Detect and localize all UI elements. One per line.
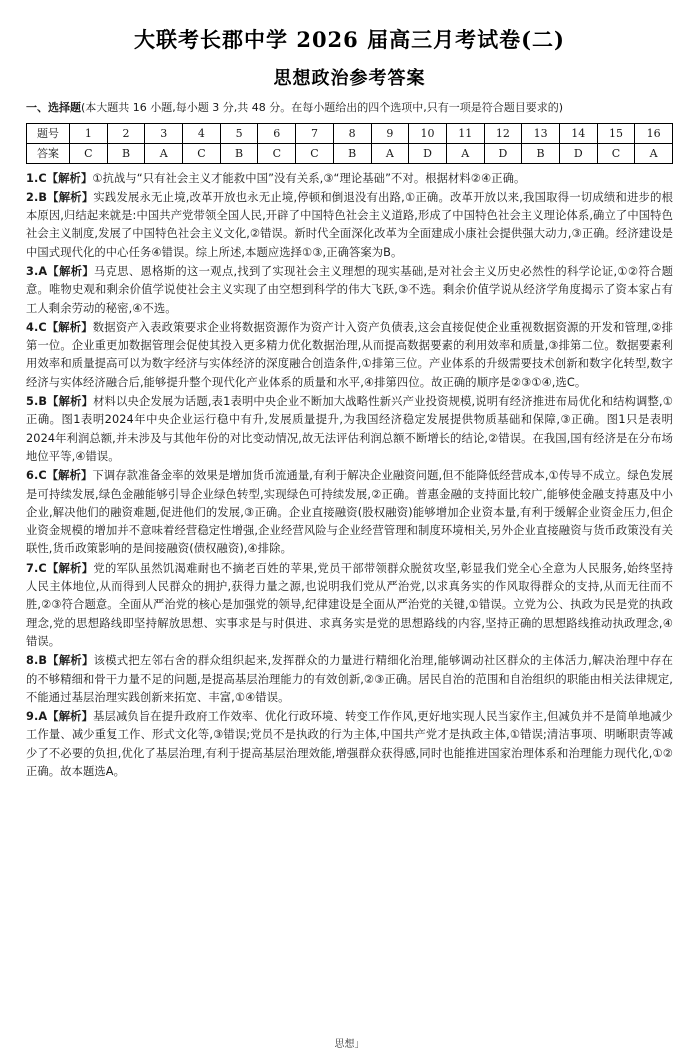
question-number-cell: 12 [484,123,522,143]
answer-cell: B [107,143,145,163]
explanation-item [26,319,673,392]
page-footer: 思想」 [334,1039,365,1050]
question-number-cell: 15 [597,123,635,143]
answer-cell: D [409,143,447,163]
explanation-text: 马克思、恩格斯的这一观点,找到了实现社会主义理想的现实基础,是对社会主义历史必然性的科学论证,①②符合题意。唯物史观和剩余价值学说使社会主义实现了由空想到科学的伟大飞跃,③不选。剩余价值学说从经济学角度揭示了资本家占有工人剩余劳动的秘密,④不选。 [26,264,673,315]
explanation-number: 1.C [26,171,47,185]
section-heading [26,100,673,117]
explanation-item [26,467,673,558]
answer-cell: C [70,143,108,163]
explanation-number: 8.B [26,654,48,668]
answer-cell: C [597,143,635,163]
answer-cell: A [371,143,409,163]
answer-cell: D [559,143,597,163]
table-row-numbers [27,123,673,143]
explanation-item [26,189,673,262]
explanation-number: 5.B [26,395,48,409]
explanation-text: 数据资产入表政策要求企业将数据资源作为资产计入资产负债表,这会直接促使企业重视数据资源的开发和管理,②排第一位。企业重更加数据管理会促使其投入更多精力优化数据治理,从而提高数据要素的利用效率和质量,③排第二位。数据要素利用效率和质量提高可以为数字经济与实体经济的深度融合创造条件,①排第三位。产业体系的升级需要技术创新和数字化转型,数字经济与实体经济融合后,能够提升整个现代化产业体系的质量和水平,④排第四位。故正确的顺序是②③①④,选C。 [26,320,673,389]
page-subtitle: 思想政治参考答案 [273,68,426,89]
explanation-number: 7.C [26,561,47,575]
explanation-text: 实践发展永无止境,改革开放也永无止境,停顿和倒退没有出路,①正确。改革开放以来,我国取得一切成绩和进步的根本原因,归结起来就是:中国共产党带领全国人民,开辟了中国特色社会主义道路,形成了中国特色社会主义理论体系,确立了中国特色社会主义制度,发展了中国特色社会主义文化,②错误。新时代全面深化改革为全面建成小康社会提供强大动力,③正确。经济建设是中国式现代化的中心任务④错误。综上所述,本题应选择①③,正确答案为B。 [26,190,674,259]
page-title: 大联考长郡中学 2026 届高三月考试卷(二) [134,27,565,52]
answer-cell: B [220,143,258,163]
explanation-tag: 【解析】 [47,395,94,409]
question-number-cell: 6 [258,123,296,143]
explanation-tag: 【解析】 [46,320,93,334]
question-number-cell: 11 [446,123,484,143]
answer-cell: D [484,143,522,163]
answer-cell: C [258,143,296,163]
section-heading-bold: 一、选择题 [26,101,81,114]
question-number-cell: 3 [145,123,183,143]
explanation-number: 9.A [26,710,48,724]
row-header-answer: 答案 [27,143,70,163]
answer-key-table [26,123,673,164]
question-number-cell: 13 [522,123,560,143]
question-number-cell: 2 [107,123,145,143]
explanation-item [26,708,673,781]
explanation-number: 4.C [26,320,47,334]
explanation-text: 材料以央企发展为话题,表1表明中央企业不断加大战略性新兴产业投资规模,说明有经济推进布局优化和结构调整,①正确。图1表明2024年中央企业运行稳中有升,发展质量提升,为我国经济稳定发展提供物质基础和保障,③正确。图1只是表明2024年利润总额,并未涉及与其他年份的对比变动情况,故无法评估利润总额不断增长的结论,②错误。在我国,国有经济是在分布场地位平等,④错误。 [26,395,673,463]
answer-cell: A [446,143,484,163]
question-number-cell: 14 [559,123,597,143]
explanation-text: 下调存款准备金率的效果是增加货币流通量,有利于解决企业融资问题,但不能降低经营成本,①传导不成立。绿色发展是可持续发展,绿色金融能够引导企业绿色转型,实现绿色可持续发展,②正确。普惠金融的支持面比较广,能够使金融支持惠及中小企业,解决他们的融资难题,促进他们的发展,③正确。企业直接融资(股权融资)能够增加企业资本量,有利于缓解企业资金压力,但企业资金规模的增加并不意味着经营稳定性增强,企业经营风险与企业经营管理和制度环境相关,另外企业直接融资与货币政策没有关联性,货币政策影响的是间接融资(债权融资),④排除。 [26,469,673,556]
explanation-number: 6.C [26,469,47,483]
answer-cell: B [333,143,371,163]
explanation-tag: 【解析】 [46,469,93,483]
explanation-tag: 【解析】 [47,710,94,724]
explanation-item [26,170,673,188]
explanation-number: 2.B [26,190,48,204]
explanation-text: ①抗战与“只有社会主义才能救中国”没有关系,③“理论基础”不对。根据材料②④正确。 [92,171,526,185]
explanation-item [26,560,673,651]
answer-cell: C [183,143,221,163]
question-number-cell: 7 [296,123,334,143]
explanation-number: 3.A [26,264,48,278]
question-number-cell: 10 [409,123,447,143]
question-number-cell: 5 [220,123,258,143]
question-number-cell: 4 [183,123,221,143]
question-number-cell: 9 [371,123,409,143]
table-row-answers [27,143,673,163]
question-number-cell: 8 [333,123,371,143]
explanation-text: 基层减负旨在提升政府工作效率、优化行政环境、转变工作作风,更好地实现人民当家作主,但减负并不是简单地减少工作量、减少重复工作、形式文化等,③错误;党员不是执政的行为主体,中国共产党才是执政主体,①错误;清洁事项、明晰职责等减少了不必要的负担,优化了基层治理,有利于提高基层治理效能,增强群众获得感,同时也能推进国家治理体系和治理能力现代化,①②正确。故本题选A。 [26,710,673,778]
explanation-tag: 【解析】 [47,190,94,204]
explanation-text: 党的军队虽然饥渴难耐也不摘老百姓的苹果,党员干部带领群众脱贫攻坚,彰显我们党全心全意为人民服务,始终坚持人民主体地位,从而得到人民群众的拥护,获得力量之源,也说明我们党从严治党,以求真务实的作风取得群众的支持,从而无往而不胜,②③符合题意。全面从严治党的核心是加强党的领导,纪律建设是全面从严治党的关键,①错误。立党为公、执政为民是党的执政理念,党的思想路线即坚持解放思想、实事求是与时俱进、求真务实是党的思想路线的内容,坚持正确的思想路线推动执政理念,④错误。 [26,561,673,648]
question-number-cell: 1 [70,123,108,143]
answer-cell: A [635,143,673,163]
answer-cell: B [522,143,560,163]
explanation-item [26,652,673,707]
explanation-item [26,393,673,466]
explanation-tag: 【解析】 [46,561,94,575]
answer-cell: A [145,143,183,163]
answer-cell: C [296,143,334,163]
explanation-item [26,263,673,318]
explanation-tag: 【解析】 [47,654,94,668]
row-header-number: 题号 [27,123,70,143]
question-number-cell: 16 [635,123,673,143]
explanation-tag: 【解析】 [47,264,94,278]
explanation-text: 该模式把左邻右舍的群众组织起来,发挥群众的力量进行精细化治理,能够调动社区群众的主体活力,解决治理中存在的不够精细和骨干力量不足的问题,是提高基层治理能力的有效创新,②③正确。居民自治的范围和自治组织的职能由相关法律规定,不能通过基层治理实践创新来拓宽、丰富,①④错误。 [26,654,673,704]
section-heading-rest: (本大题共 16 小题,每小题 3 分,共 48 分。在每小题给出的四个选项中,只有一项是符合题目要求的) [81,101,564,114]
explanation-tag: 【解析】 [46,171,93,185]
